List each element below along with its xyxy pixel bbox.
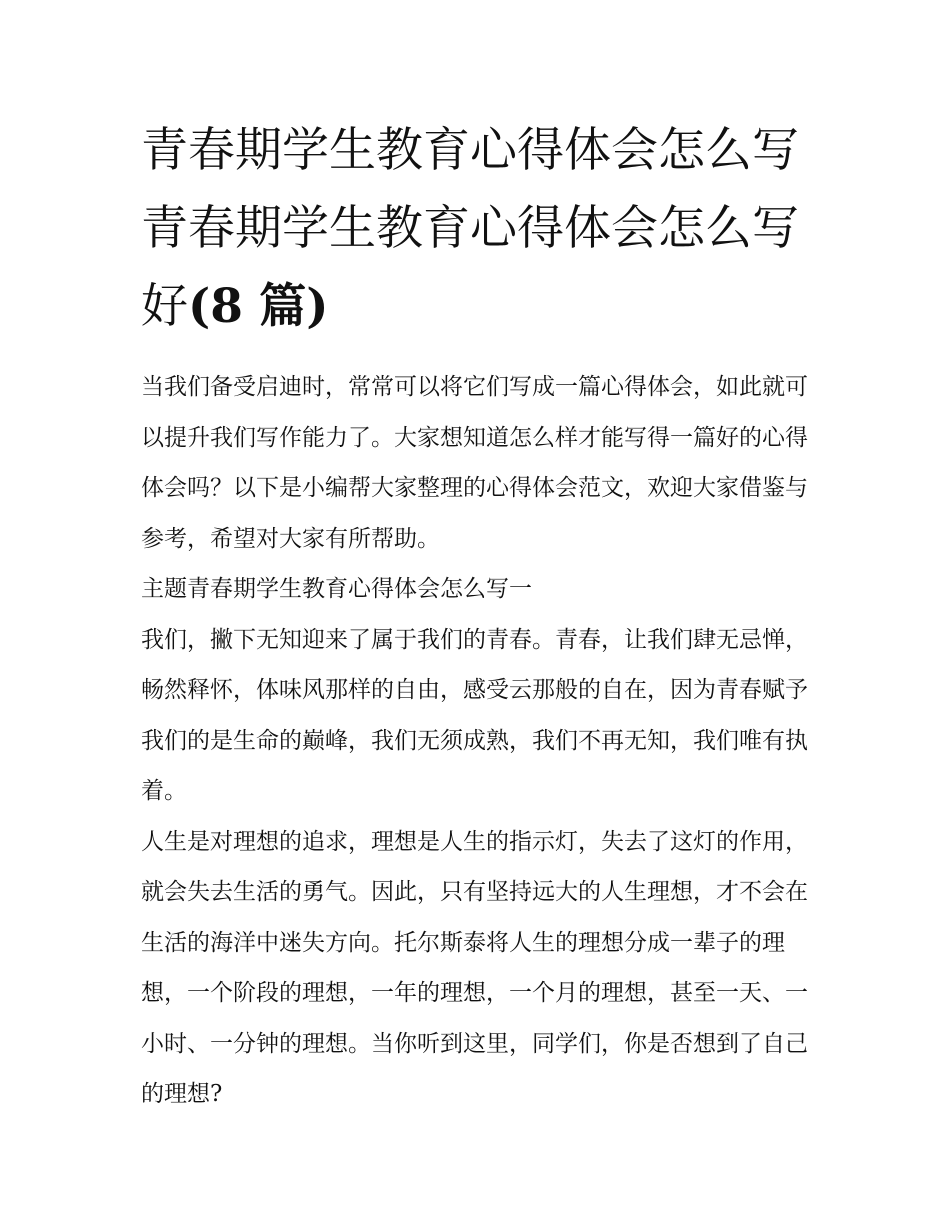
intro-paragraph: 当我们备受启迪时，常常可以将它们写成一篇心得体会，如此就可以提升我们写作能力了。大家想知道怎么样才能写得一篇好的心得体会吗？以下是小编帮大家整理的心得体会范文，欢迎大家借鉴与参考，希望对大家有所帮助。 xyxy=(141,374,808,552)
document-content xyxy=(141,112,813,1120)
title-count: (8 篇) xyxy=(188,279,329,334)
body-paragraph: 我们，撇下无知迎来了属于我们的青春。青春，让我们肆无忌惮，畅然释怀，体味风那样的自由，感受云那般的自在，因为青春赋予我们的是生命的巅峰，我们无须成熟，我们不再无知，我们唯有执着。 xyxy=(141,626,808,804)
body-paragraph: 人生是对理想的追求，理想是人生的指示灯，失去了这灯的作用，就会失去生活的勇气。因此，只有坚持远大的人生理想，才不会在生活的海洋中迷失方向。托尔斯泰将人生的理想分成一辈子的理想，一个阶段的理想，一年的理想，一个月的理想，甚至一天、一小时、一分钟的理想。当你听到这里，同学们，你是否想到了自己的理想? xyxy=(141,828,808,1107)
title-text: 青春期学生教育心得体会怎么写 青春期学生教育心得体会怎么写好 xyxy=(141,123,799,334)
section-heading: 主题青春期学生教育心得体会怎么写一 xyxy=(141,576,532,602)
document-title xyxy=(141,112,813,346)
